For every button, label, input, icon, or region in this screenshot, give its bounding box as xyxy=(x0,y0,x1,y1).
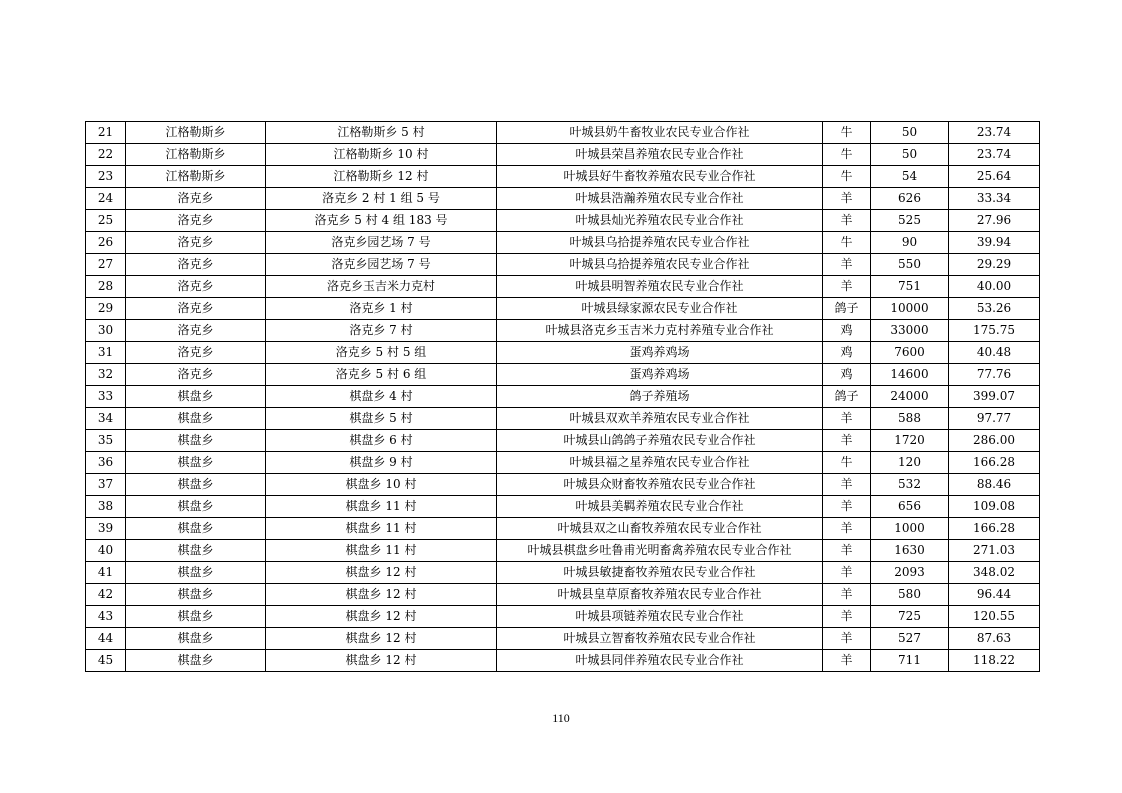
cooperative-cell: 鸽子养殖场 xyxy=(497,386,823,408)
livestock-cell: 羊 xyxy=(823,276,871,298)
row-number-cell: 37 xyxy=(86,474,126,496)
row-number-cell: 30 xyxy=(86,320,126,342)
table-row xyxy=(86,188,1040,210)
cooperative-cell: 叶城县洛克乡玉吉米力克村养殖专业合作社 xyxy=(497,320,823,342)
cooperative-cell: 叶城县双欢羊养殖农民专业合作社 xyxy=(497,408,823,430)
amount-cell: 23.74 xyxy=(949,144,1040,166)
village-cell: 洛克乡园艺场 7 号 xyxy=(266,254,497,276)
row-number-cell: 44 xyxy=(86,628,126,650)
livestock-cell: 鸡 xyxy=(823,320,871,342)
row-number-cell: 43 xyxy=(86,606,126,628)
quantity-cell: 1720 xyxy=(871,430,949,452)
cooperative-cell: 叶城县同伴养殖农民专业合作社 xyxy=(497,650,823,672)
table-row xyxy=(86,496,1040,518)
row-number-cell: 28 xyxy=(86,276,126,298)
quantity-cell: 1000 xyxy=(871,518,949,540)
livestock-cell: 牛 xyxy=(823,144,871,166)
village-cell: 棋盘乡 11 村 xyxy=(266,540,497,562)
amount-cell: 166.28 xyxy=(949,518,1040,540)
amount-cell: 53.26 xyxy=(949,298,1040,320)
table-row xyxy=(86,144,1040,166)
row-number-cell: 38 xyxy=(86,496,126,518)
quantity-cell: 550 xyxy=(871,254,949,276)
amount-cell: 40.00 xyxy=(949,276,1040,298)
township-cell: 棋盘乡 xyxy=(126,562,266,584)
quantity-cell: 725 xyxy=(871,606,949,628)
table-row xyxy=(86,298,1040,320)
village-cell: 洛克乡 5 村 5 组 xyxy=(266,342,497,364)
row-number-cell: 24 xyxy=(86,188,126,210)
cooperative-cell: 叶城县好牛畜牧养殖农民专业合作社 xyxy=(497,166,823,188)
table-row xyxy=(86,518,1040,540)
row-number-cell: 26 xyxy=(86,232,126,254)
quantity-cell: 120 xyxy=(871,452,949,474)
village-cell: 江格勒斯乡 12 村 xyxy=(266,166,497,188)
row-number-cell: 23 xyxy=(86,166,126,188)
table-row xyxy=(86,320,1040,342)
livestock-cell: 羊 xyxy=(823,496,871,518)
amount-cell: 25.64 xyxy=(949,166,1040,188)
quantity-cell: 525 xyxy=(871,210,949,232)
row-number-cell: 27 xyxy=(86,254,126,276)
amount-cell: 109.08 xyxy=(949,496,1040,518)
village-cell: 棋盘乡 10 村 xyxy=(266,474,497,496)
amount-cell: 39.94 xyxy=(949,232,1040,254)
table-row xyxy=(86,166,1040,188)
cooperative-cell: 叶城县立智畜牧养殖农民专业合作社 xyxy=(497,628,823,650)
village-cell: 棋盘乡 12 村 xyxy=(266,584,497,606)
table-row xyxy=(86,254,1040,276)
village-cell: 棋盘乡 11 村 xyxy=(266,518,497,540)
table-row xyxy=(86,342,1040,364)
amount-cell: 118.22 xyxy=(949,650,1040,672)
township-cell: 棋盘乡 xyxy=(126,430,266,452)
quantity-cell: 2093 xyxy=(871,562,949,584)
quantity-cell: 50 xyxy=(871,144,949,166)
row-number-cell: 22 xyxy=(86,144,126,166)
village-cell: 江格勒斯乡 10 村 xyxy=(266,144,497,166)
amount-cell: 97.77 xyxy=(949,408,1040,430)
amount-cell: 88.46 xyxy=(949,474,1040,496)
township-cell: 棋盘乡 xyxy=(126,496,266,518)
cooperative-cell: 叶城县奶牛畜牧业农民专业合作社 xyxy=(497,122,823,144)
livestock-cell: 羊 xyxy=(823,540,871,562)
cooperative-cell: 叶城县众财畜牧养殖农民专业合作社 xyxy=(497,474,823,496)
livestock-cell: 牛 xyxy=(823,452,871,474)
village-cell: 棋盘乡 9 村 xyxy=(266,452,497,474)
village-cell: 洛克乡 1 村 xyxy=(266,298,497,320)
row-number-cell: 35 xyxy=(86,430,126,452)
village-cell: 棋盘乡 12 村 xyxy=(266,606,497,628)
livestock-cell: 羊 xyxy=(823,650,871,672)
village-cell: 洛克乡 5 村 4 组 183 号 xyxy=(266,210,497,232)
amount-cell: 40.48 xyxy=(949,342,1040,364)
township-cell: 洛克乡 xyxy=(126,188,266,210)
livestock-cell: 牛 xyxy=(823,166,871,188)
quantity-cell: 711 xyxy=(871,650,949,672)
township-cell: 洛克乡 xyxy=(126,254,266,276)
township-cell: 棋盘乡 xyxy=(126,540,266,562)
cooperative-cell: 叶城县荣昌养殖农民专业合作社 xyxy=(497,144,823,166)
row-number-cell: 34 xyxy=(86,408,126,430)
quantity-cell: 54 xyxy=(871,166,949,188)
row-number-cell: 21 xyxy=(86,122,126,144)
township-cell: 棋盘乡 xyxy=(126,518,266,540)
village-cell: 洛克乡园艺场 7 号 xyxy=(266,232,497,254)
village-cell: 洛克乡玉吉米力克村 xyxy=(266,276,497,298)
amount-cell: 399.07 xyxy=(949,386,1040,408)
cooperative-cell: 叶城县福之星养殖农民专业合作社 xyxy=(497,452,823,474)
village-cell: 棋盘乡 5 村 xyxy=(266,408,497,430)
cooperative-cell: 蛋鸡养鸡场 xyxy=(497,342,823,364)
village-cell: 江格勒斯乡 5 村 xyxy=(266,122,497,144)
amount-cell: 120.55 xyxy=(949,606,1040,628)
row-number-cell: 45 xyxy=(86,650,126,672)
cooperative-cell: 叶城县皇草原畜牧养殖农民专业合作社 xyxy=(497,584,823,606)
livestock-cell: 羊 xyxy=(823,474,871,496)
table-row xyxy=(86,474,1040,496)
township-cell: 江格勒斯乡 xyxy=(126,122,266,144)
cooperative-cell: 叶城县棋盘乡吐鲁甫光明畜禽养殖农民专业合作社 xyxy=(497,540,823,562)
table-row xyxy=(86,364,1040,386)
village-cell: 洛克乡 2 村 1 组 5 号 xyxy=(266,188,497,210)
cooperative-cell: 叶城县乌拾提养殖农民专业合作社 xyxy=(497,254,823,276)
township-cell: 棋盘乡 xyxy=(126,474,266,496)
row-number-cell: 25 xyxy=(86,210,126,232)
livestock-cell: 鸽子 xyxy=(823,386,871,408)
table-row xyxy=(86,232,1040,254)
township-cell: 棋盘乡 xyxy=(126,650,266,672)
village-cell: 棋盘乡 4 村 xyxy=(266,386,497,408)
livestock-cell: 鸽子 xyxy=(823,298,871,320)
township-cell: 棋盘乡 xyxy=(126,606,266,628)
row-number-cell: 31 xyxy=(86,342,126,364)
row-number-cell: 40 xyxy=(86,540,126,562)
row-number-cell: 42 xyxy=(86,584,126,606)
cooperative-cell: 叶城县绿家源农民专业合作社 xyxy=(497,298,823,320)
livestock-cell: 羊 xyxy=(823,408,871,430)
quantity-cell: 14600 xyxy=(871,364,949,386)
quantity-cell: 33000 xyxy=(871,320,949,342)
cooperative-cell: 叶城县美羁养殖农民专业合作社 xyxy=(497,496,823,518)
cooperative-cell: 叶城县山鸽鸽子养殖农民专业合作社 xyxy=(497,430,823,452)
amount-cell: 23.74 xyxy=(949,122,1040,144)
township-cell: 棋盘乡 xyxy=(126,584,266,606)
amount-cell: 286.00 xyxy=(949,430,1040,452)
quantity-cell: 1630 xyxy=(871,540,949,562)
livestock-cell: 牛 xyxy=(823,122,871,144)
township-cell: 棋盘乡 xyxy=(126,408,266,430)
livestock-cell: 鸡 xyxy=(823,342,871,364)
amount-cell: 27.96 xyxy=(949,210,1040,232)
quantity-cell: 588 xyxy=(871,408,949,430)
page-number: 110 xyxy=(552,711,570,725)
row-number-cell: 32 xyxy=(86,364,126,386)
livestock-cell: 鸡 xyxy=(823,364,871,386)
livestock-cell: 羊 xyxy=(823,628,871,650)
township-cell: 棋盘乡 xyxy=(126,628,266,650)
township-cell: 棋盘乡 xyxy=(126,452,266,474)
amount-cell: 271.03 xyxy=(949,540,1040,562)
amount-cell: 33.34 xyxy=(949,188,1040,210)
township-cell: 洛克乡 xyxy=(126,210,266,232)
livestock-cell: 羊 xyxy=(823,606,871,628)
cooperative-cell: 叶城县敏捷畜牧养殖农民专业合作社 xyxy=(497,562,823,584)
table-row xyxy=(86,606,1040,628)
village-cell: 棋盘乡 6 村 xyxy=(266,430,497,452)
cooperative-cell: 叶城县项链养殖农民专业合作社 xyxy=(497,606,823,628)
cooperative-cell: 叶城县浩瀚养殖农民专业合作社 xyxy=(497,188,823,210)
row-number-cell: 41 xyxy=(86,562,126,584)
amount-cell: 166.28 xyxy=(949,452,1040,474)
village-cell: 棋盘乡 12 村 xyxy=(266,650,497,672)
village-cell: 洛克乡 5 村 6 组 xyxy=(266,364,497,386)
cooperative-cell: 蛋鸡养鸡场 xyxy=(497,364,823,386)
village-cell: 洛克乡 7 村 xyxy=(266,320,497,342)
livestock-cell: 羊 xyxy=(823,584,871,606)
township-cell: 洛克乡 xyxy=(126,298,266,320)
table-body xyxy=(86,122,1040,672)
township-cell: 洛克乡 xyxy=(126,232,266,254)
table-row xyxy=(86,276,1040,298)
table-row xyxy=(86,650,1040,672)
cooperative-cell: 叶城县双之山畜牧养殖农民专业合作社 xyxy=(497,518,823,540)
village-cell: 棋盘乡 12 村 xyxy=(266,628,497,650)
village-cell: 棋盘乡 11 村 xyxy=(266,496,497,518)
township-cell: 江格勒斯乡 xyxy=(126,166,266,188)
table-row xyxy=(86,584,1040,606)
cooperative-cell: 叶城县明智养殖农民专业合作社 xyxy=(497,276,823,298)
row-number-cell: 36 xyxy=(86,452,126,474)
table-row xyxy=(86,210,1040,232)
row-number-cell: 33 xyxy=(86,386,126,408)
table-row xyxy=(86,430,1040,452)
amount-cell: 87.63 xyxy=(949,628,1040,650)
data-table xyxy=(85,121,1040,672)
amount-cell: 29.29 xyxy=(949,254,1040,276)
township-cell: 洛克乡 xyxy=(126,320,266,342)
quantity-cell: 532 xyxy=(871,474,949,496)
quantity-cell: 10000 xyxy=(871,298,949,320)
township-cell: 洛克乡 xyxy=(126,364,266,386)
quantity-cell: 626 xyxy=(871,188,949,210)
livestock-cell: 牛 xyxy=(823,232,871,254)
township-cell: 洛克乡 xyxy=(126,276,266,298)
quantity-cell: 90 xyxy=(871,232,949,254)
livestock-cell: 羊 xyxy=(823,430,871,452)
quantity-cell: 751 xyxy=(871,276,949,298)
township-cell: 洛克乡 xyxy=(126,342,266,364)
livestock-cell: 羊 xyxy=(823,254,871,276)
township-cell: 棋盘乡 xyxy=(126,386,266,408)
table-row xyxy=(86,408,1040,430)
amount-cell: 77.76 xyxy=(949,364,1040,386)
table-row xyxy=(86,122,1040,144)
livestock-cell: 羊 xyxy=(823,210,871,232)
table-row xyxy=(86,452,1040,474)
livestock-cell: 羊 xyxy=(823,518,871,540)
cooperative-cell: 叶城县乌拾提养殖农民专业合作社 xyxy=(497,232,823,254)
amount-cell: 175.75 xyxy=(949,320,1040,342)
cooperative-cell: 叶城县灿光养殖农民专业合作社 xyxy=(497,210,823,232)
livestock-cell: 羊 xyxy=(823,188,871,210)
livestock-cell: 羊 xyxy=(823,562,871,584)
quantity-cell: 7600 xyxy=(871,342,949,364)
row-number-cell: 29 xyxy=(86,298,126,320)
quantity-cell: 50 xyxy=(871,122,949,144)
quantity-cell: 580 xyxy=(871,584,949,606)
row-number-cell: 39 xyxy=(86,518,126,540)
table-row xyxy=(86,386,1040,408)
township-cell: 江格勒斯乡 xyxy=(126,144,266,166)
table-row xyxy=(86,628,1040,650)
quantity-cell: 24000 xyxy=(871,386,949,408)
quantity-cell: 527 xyxy=(871,628,949,650)
amount-cell: 96.44 xyxy=(949,584,1040,606)
table-row xyxy=(86,540,1040,562)
table-row xyxy=(86,562,1040,584)
quantity-cell: 656 xyxy=(871,496,949,518)
amount-cell: 348.02 xyxy=(949,562,1040,584)
village-cell: 棋盘乡 12 村 xyxy=(266,562,497,584)
